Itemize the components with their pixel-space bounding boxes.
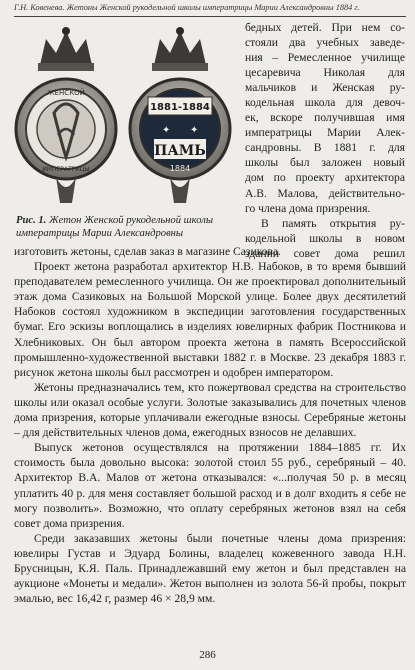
rcol-line: здании совет дома решил — [245, 246, 405, 260]
rcol-line: школы был заложен новый — [245, 156, 405, 170]
rcol-line: императрицы Марии Алек- — [245, 126, 405, 140]
star-icon: ✦ — [190, 125, 199, 136]
header-rule — [14, 16, 406, 17]
rcol-line: сандровны. В 1881 г. для — [245, 141, 405, 155]
right-column-text — [245, 20, 405, 261]
rcol-line: мальчиков и Женская ру- — [245, 81, 405, 95]
star-icon: ✦ — [162, 125, 171, 136]
rcol-line: кодельная школа для девоч- — [245, 96, 405, 110]
caption-label: Рис. 1. — [16, 215, 47, 226]
obverse-bottom-text: ИМПЕРАТРИЦЫ — [42, 166, 90, 173]
rcol-line: бедных детей. При нем со- — [245, 21, 405, 34]
rcol-line: А.В. Малова, действительно- — [245, 186, 405, 200]
jeton-obverse-image — [10, 25, 122, 211]
page-number: 286 — [199, 649, 216, 661]
paragraph: Жетоны предназначались тем, кто пожертвовал средства на строительство школы или оказал особые услуги. Золотые заказывались для почетных членов дома призрения, которые уплачивали ежегодные взносы. Серебряные жетоны – для действительных членов дома, ежегодных взносов не делавших. — [14, 380, 406, 440]
reverse-word-text: ПАМЬ — [154, 143, 206, 159]
caption-text: Жетон Женской рукодельной школы императрицы Марии Александровны — [16, 215, 214, 239]
obverse-top-text: ЖЕНСКОЙ — [47, 89, 85, 97]
rcol-line: ек, вскоре получившая имя — [245, 111, 405, 125]
reverse-year-text: 1884 — [169, 164, 191, 173]
jeton-reverse-image — [124, 25, 236, 211]
rcol-line: кодельной школы в новом — [245, 231, 405, 245]
running-head: Г.Н. Ковенева. Жетоны Женской рукодельной школы императрицы Марии Александровны 1884 г. — [14, 3, 360, 12]
rcol-line: цесаревича Николая для — [245, 66, 405, 80]
rcol-line: дом по проекту архитектора — [245, 171, 405, 185]
figure-jetons — [10, 25, 236, 211]
rcol-line: стояли два учебных заведе- — [245, 36, 405, 50]
reverse-years-text: 1881-1884 — [150, 102, 210, 113]
rcol-line: го члена дома призрения. — [245, 201, 371, 215]
paragraph: Выпуск жетонов осуществлялся на протяжении 1884–1885 гг. Их стоимость была довольно высока: золотой стоил 55 руб., серебряный – 40. Архитектор В.А. Малов от жетона отказывался: «...получая 50 р. в месяц уплатить 40 р. для меня составляет большой расход и в долг входить я себе не могу позволить». Возможно, что оплату серебряных жетонов взял на себя совет дома призрения. — [14, 441, 406, 530]
body-text — [14, 244, 406, 606]
rcol-line: В память открытия ру- — [261, 216, 405, 230]
paragraph: Проект жетона разработал архитектор Н.В. Набоков, в то время бывший преподавателем ремесленного училища. Он же проектировал дополнительный этаж дома Сазиковых на Большой Морской улице. Более двух десятилетий Набоков состоял художником в экспедиции заготовления государственных бумаг. Его эскизы воплощались в изделиях ювелирных фабрик Постникова и Хлебниковых. Он был автором проекта жетона в память Всероссийской промышленно-художественной выставки 1882 г. в Москве. 23 декабря 1883 г. рисунок жетона школы был рассмотрен и одобрен императором. — [14, 260, 406, 379]
paragraph: изготовить жетоны, сделав заказ в магазине Сазикова. — [14, 245, 281, 258]
rcol-line: ния – Ремесленное училище — [245, 51, 405, 65]
paragraph: Среди заказавших жетоны были почетные члены дома призрения: ювелиры Густав и Эдуард Болины, владелец кожевенного завода Н.Н. Брусницын, К.Я. Паль. Принадлежавший ему жетон и был представлен на аукционе «Монеты и медали». Жетон выполнен из золота 56-й пробы, покрыт эмалью, вес 16,42 г, размер 46 × 28,9 мм. — [14, 531, 406, 606]
figure-caption — [16, 214, 238, 240]
